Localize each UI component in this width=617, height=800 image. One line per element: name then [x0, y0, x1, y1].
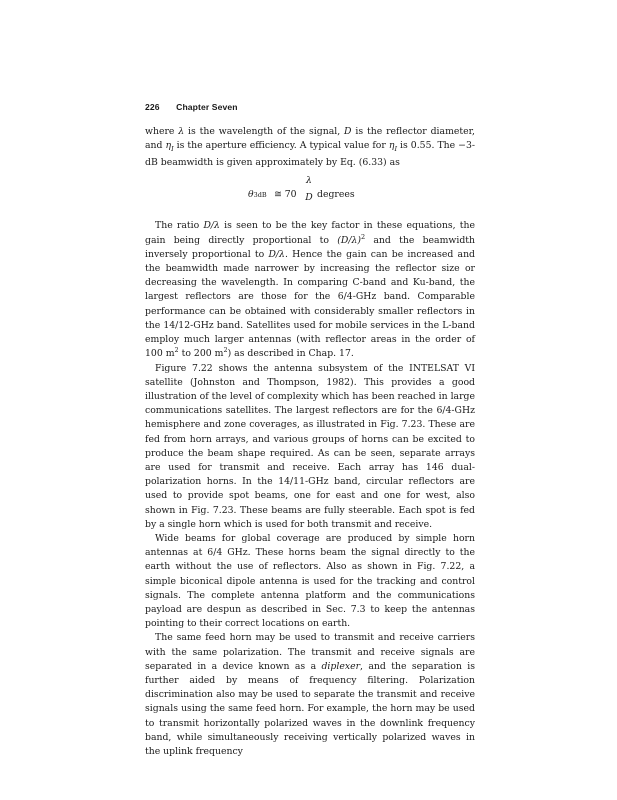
- paragraph-1: where λ is the wavelength of the signal, D is the reflector diameter, and $\eta_I$ is the aperture efficiency. A typical value for $\eta_I$ is 0.55. The −3-dB beamwidth is given approximately by Eq. (6.33) as: [145, 126, 475, 169]
- page-header: [145, 102, 238, 112]
- equation-approx: ≅ 70: [274, 189, 297, 201]
- equation-fraction: [303, 174, 315, 204]
- beamwidth-equation: [145, 170, 475, 219]
- paragraph-5: The same feed horn may be used to transmit and receive carriers with the same polarization. The transmit and receive signals are separated in a device known as a diplexer, and the separation is further aided by means of frequency filtering. Polarization discrimination also may be used to separate the transmit and receive signals using the same feed horn. For example, the horn may be used to transmit horizontally polarized waves in the downlink frequency band, while simultaneously receiving vertically polarized waves in the uplink frequency: [145, 632, 475, 757]
- equation-numerator: λ: [306, 175, 312, 187]
- paragraph-2: The ratio D/λ is seen to be the key factor in these equations, the gain being directly proportional to $(D/\lambda)^2$ and the beamwidth inversely proportional to D/λ. Hence the gain can be increased and the beamwidth made narrower by increasing the reflector size or decreasing the wavelength. In comparing C-band and Ku-band, the largest reflectors are those for the 6/4-GHz band. Comparable performance can be obtained with considerably smaller reflectors in the 14/12-GHz band. Satellites used for mobile services in the L-band employ much larger antennas (with reflector areas in the order of 100 $m^2$ to 200 $m^2$) as described in Chap. 17.: [145, 220, 476, 360]
- term-diplexer: diplexer: [321, 660, 361, 672]
- page-number: 226: [145, 102, 160, 112]
- paragraph-4: Wide beams for global coverage are produced by simple horn antennas at 6/4 GHz. These horns beam the signal directly to the earth without the use of reflectors. Also as shown in Fig. 7.22, a simple biconical dipole antenna is used for the tracking and control signals. The complete antenna platform and the communications payload are despun as described in Sec. 7.3 to keep the antennas pointing to their correct locations on earth.: [145, 532, 475, 630]
- equation-unit: degrees: [317, 189, 355, 201]
- equation-subscript: 3dB: [253, 191, 267, 200]
- paragraph-3: Figure 7.22 shows the antenna subsystem of the INTELSAT VI satellite (Johnston and Thompson, 1982). This provides a good illustration of the level of complexity which has been reached in large communications satellites. The largest reflectors are for the 6/4-GHz hemisphere and zone coverages, as illustrated in Fig. 7.23. These are fed from horn arrays, and various groups of horns can be excited to produce the beam shape required. As can be seen, separate arrays are used for transmit and receive. Each array has 146 dual-polarization horns. In the 14/11-GHz band, circular reflectors are used to provide spot beams, one for east and one for west, also shown in Fig. 7.23. These beams are fully steerable. Each spot is fed by a single horn which is used for both transmit and receive.: [145, 362, 475, 530]
- equation-theta: θ: [248, 189, 254, 201]
- equation-denominator: D: [305, 191, 313, 203]
- body-text: [145, 125, 475, 759]
- chapter-title: Chapter Seven: [176, 102, 238, 112]
